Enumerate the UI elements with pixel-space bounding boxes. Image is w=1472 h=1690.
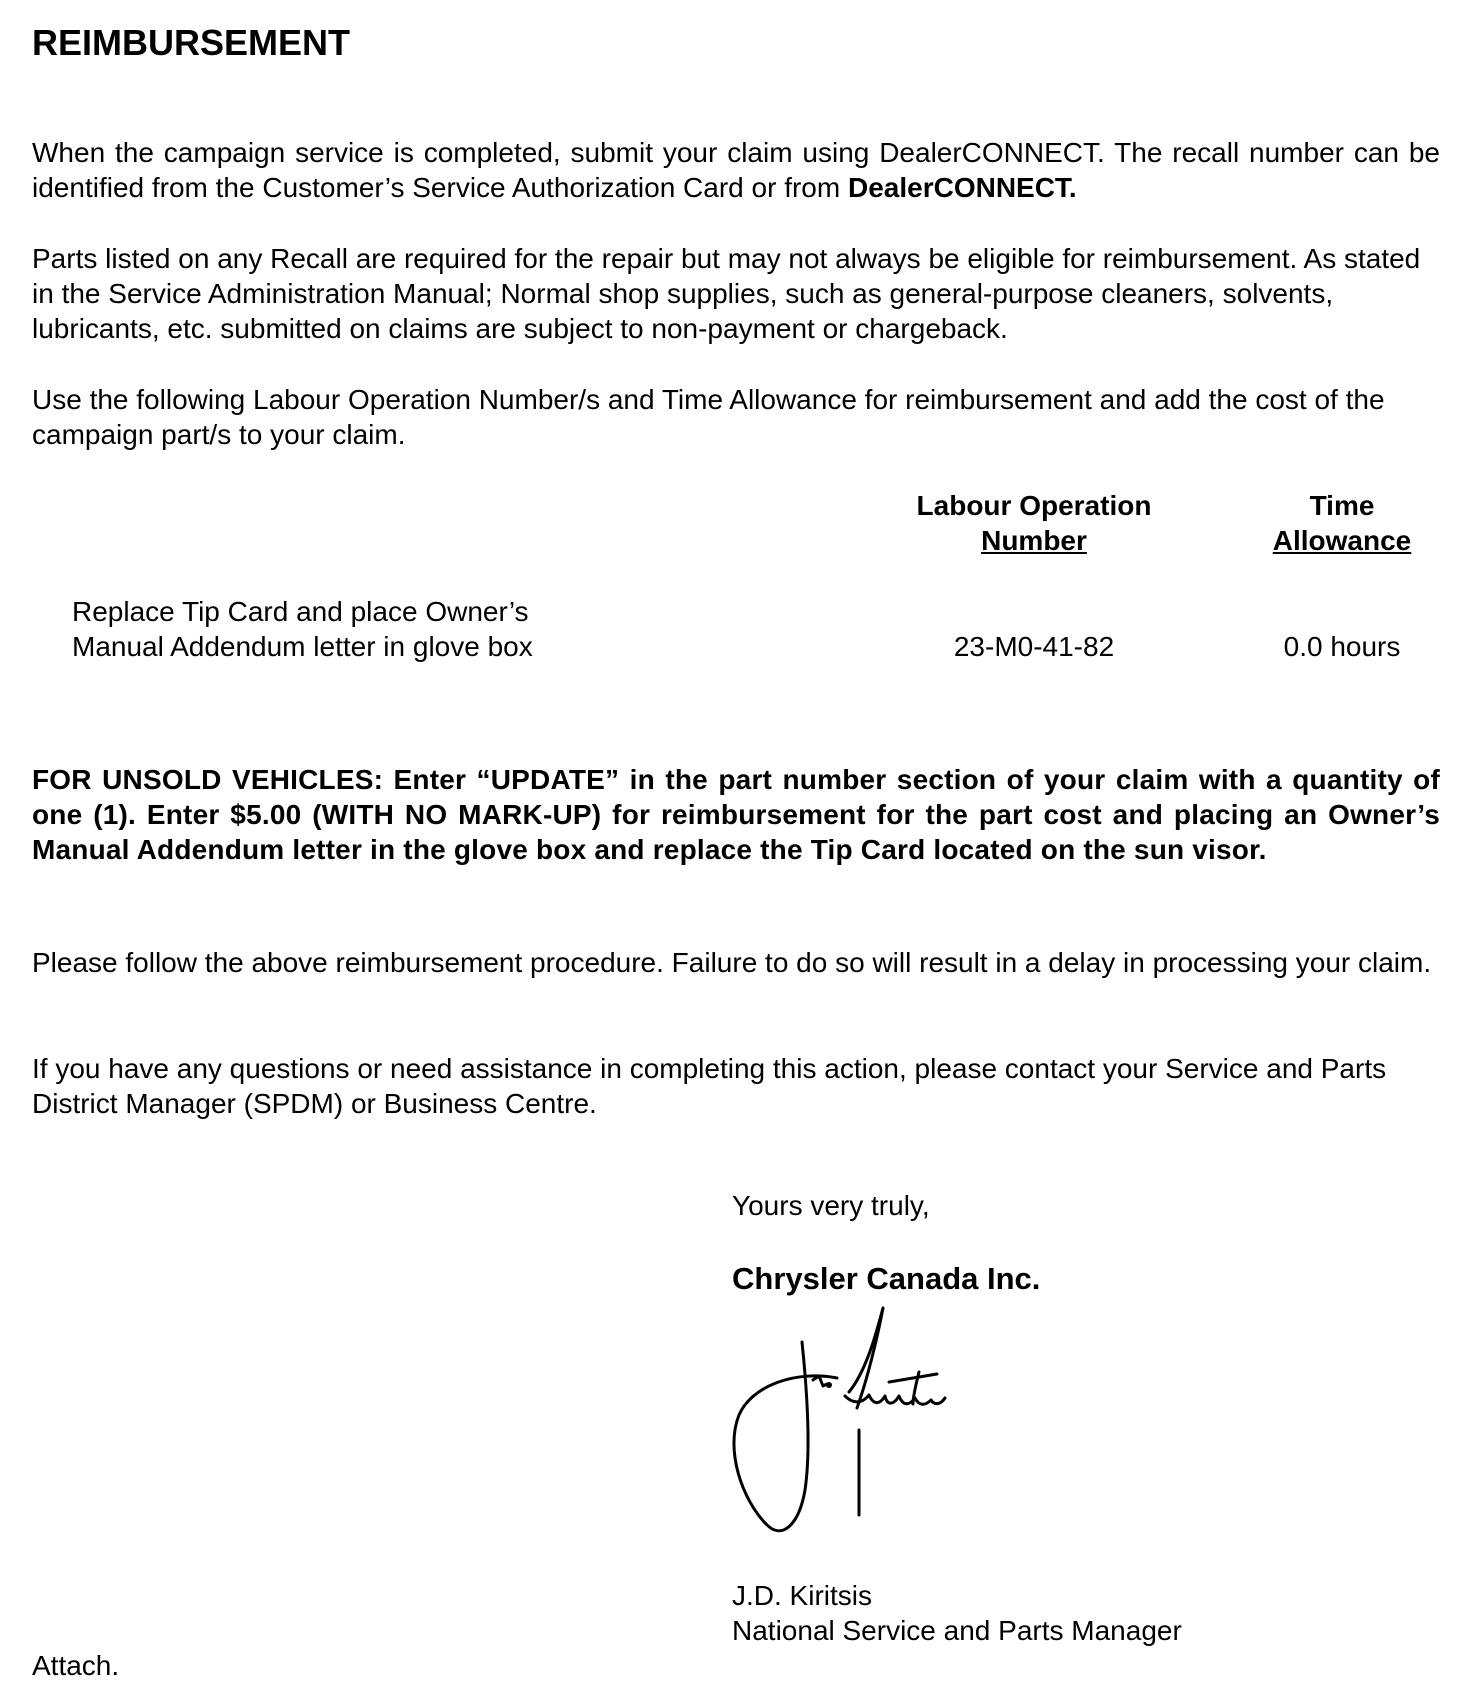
- paragraph-claim-text: When the campaign service is completed, submit your claim using DealerCONNECT. The recall number can be identified from the Customer’s Service Authorization Card or from: [32, 137, 1440, 203]
- header-time-line1: Time: [1309, 490, 1375, 521]
- header-labour-operation-number: [844, 488, 1224, 558]
- header-time-line2: Allowance: [1272, 525, 1412, 556]
- labour-operation-table: [32, 488, 1440, 688]
- paragraph-labour-operation: Use the following Labour Operation Number/s and Time Allowance for reimbursement and add the cost of the campaign part/s to your claim.: [32, 384, 1385, 450]
- attachment-note: Attach.: [32, 1650, 120, 1681]
- paragraph-contact: If you have any questions or need assistance in completing this action, please contact your Service and Parts District Manager (SPDM) or Business Centre.: [32, 1053, 1387, 1119]
- page-title: REIMBURSEMENT: [32, 22, 351, 63]
- document-page: [32, 0, 1440, 1690]
- company-name: Chrysler Canada Inc.: [732, 1261, 1041, 1296]
- table-row-task: [72, 594, 772, 664]
- header-op-line1: Labour Operation: [916, 490, 1152, 521]
- signer-name: J.D. Kiritsis: [732, 1580, 872, 1611]
- header-op-line2: Number: [981, 525, 1087, 556]
- header-time-allowance: [1192, 488, 1472, 558]
- closing-salutation: Yours very truly,: [732, 1190, 930, 1221]
- dealerconnect-bold-text: DealerCONNECT.: [847, 172, 1077, 203]
- signer-title: National Service and Parts Manager: [732, 1615, 1182, 1646]
- paragraph-parts-eligibility: Parts listed on any Recall are required for the repair but may not always be eligible for reimbursement. As stated in the Service Administration Manual; Normal shop supplies, such as general-purpose cleaners, solvents, lubricants, etc. submitted on claims are subject to non-payment or chargeback.: [32, 243, 1421, 344]
- signature-image: [727, 1300, 1017, 1560]
- task-line1: Replace Tip Card and place Owner’s: [72, 596, 529, 627]
- task-line2: Manual Addendum letter in glove box: [72, 631, 533, 662]
- paragraph-claim-submission: [32, 135, 1440, 205]
- time-allowance-value: 0.0 hours: [1283, 631, 1401, 662]
- signer-block: [732, 1578, 1182, 1648]
- paragraph-follow-procedure: Please follow the above reimbursement procedure. Failure to do so will result in a delay in processing your claim.: [32, 947, 1432, 978]
- labour-operation-number: 23-M0-41-82: [953, 631, 1115, 662]
- paragraph-unsold-vehicles: FOR UNSOLD VEHICLES: Enter “UPDATE” in the part number section of your claim with a quantity of one (1). Enter $5.00 (WITH NO MARK-UP) for reimbursement for the part cost and placing an Owner’s Manual Addendum letter in the glove box and replace the Tip Card located on the sun visor.: [32, 764, 1440, 865]
